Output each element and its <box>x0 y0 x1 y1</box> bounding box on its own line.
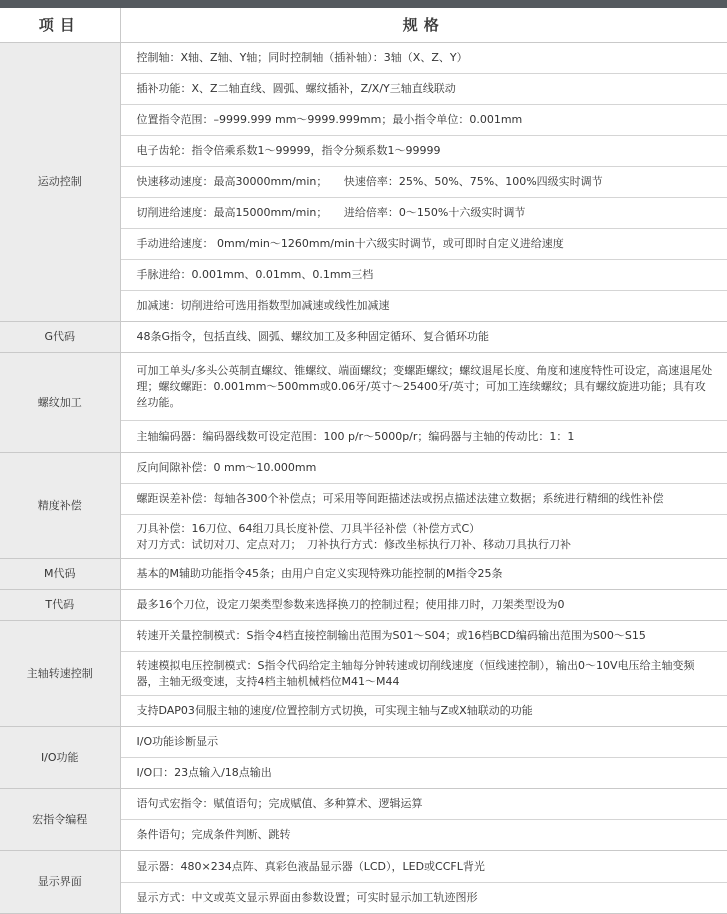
spec-value-cell: 转速开关量控制模式：S指令4档直接控制输出范围为S01～S04；或16档BCD编码输出范围为S00～S15 <box>120 621 727 652</box>
spec-value-cell: 手动进给速度： 0mm/min～1260mm/min十六级实时调节，或可即时自定义进给速度 <box>120 229 727 260</box>
spec-value-cell: 主轴编码器：编码器线数可设定范围：100 p/r～5000p/r；编码器与主轴的传动比：1：1 <box>120 421 727 453</box>
spec-value-cell: 插补功能：X、Z二轴直线、圆弧、螺纹插补，Z/X/Y三轴直线联动 <box>120 74 727 105</box>
spec-value-cell: 快速移动速度：最高30000mm/min； 快速倍率：25%、50%、75%、100%四级实时调节 <box>120 167 727 198</box>
spec-value-cell: I/O功能诊断显示 <box>120 727 727 758</box>
spec-value-cell: 位置指令范围：–9999.999 mm～9999.999mm；最小指令单位：0.001mm <box>120 105 727 136</box>
category-cell-io: I/O功能 <box>0 727 120 789</box>
header-item: 项目 <box>0 8 120 43</box>
spec-value-line: 对刀方式：试切对刀、定点对刀； 刀补执行方式：修改坐标执行刀补、移动刀具执行刀补 <box>136 537 571 551</box>
spec-value-cell: 反向间隙补偿：0 mm～10.000mm <box>120 453 727 484</box>
spec-row <box>0 559 727 590</box>
spec-value-cell: 支持DAP03伺服主轴的速度/位置控制方式切换，可实现主轴与Z或X轴联动的功能 <box>120 696 727 727</box>
spec-value-cell <box>120 515 727 559</box>
spec-value-cell: 最多16个刀位，设定刀架类型参数来选择换刀的控制过程；使用排刀时，刀架类型设为0 <box>120 590 727 621</box>
category-cell-gcode: G代码 <box>0 322 120 353</box>
spec-value-cell: 48条G指令，包括直线、圆弧、螺纹加工及多种固定循环、复合循环功能 <box>120 322 727 353</box>
spec-value-cell: 条件语句；完成条件判断、跳转 <box>120 820 727 851</box>
spec-row <box>0 789 727 820</box>
top-bar <box>0 0 727 8</box>
spec-value-cell: 语句式宏指令：赋值语句；完成赋值、多种算术、逻辑运算 <box>120 789 727 820</box>
spec-table <box>0 8 727 914</box>
spec-value-cell: 加减速：切削进给可选用指数型加减速或线性加减速 <box>120 291 727 322</box>
spec-row <box>0 353 727 421</box>
spec-row <box>0 322 727 353</box>
spec-value-cell: 显示器：480×234点阵、真彩色液晶显示器（LCD），LED或CCFL背光 <box>120 851 727 883</box>
category-cell-mcode: M代码 <box>0 559 120 590</box>
category-cell-display: 显示界面 <box>0 851 120 914</box>
spec-value-line: 刀具补偿：16刀位、64组刀具长度补偿、刀具半径补偿（补偿方式C） <box>136 521 481 535</box>
spec-row <box>0 590 727 621</box>
category-cell-spindle: 主轴转速控制 <box>0 621 120 727</box>
spec-row <box>0 851 727 883</box>
spec-value-cell: 手脉进给：0.001mm、0.01mm、0.1mm三档 <box>120 260 727 291</box>
spec-value-cell: 电子齿轮：指令倍乘系数1～99999，指令分频系数1～99999 <box>120 136 727 167</box>
spec-value-cell: 转速模拟电压控制模式：S指令代码给定主轴每分钟转速或切削线速度（恒线速控制），输出0～10V电压给主轴变频器，主轴无级变速，支持4档主轴机械档位M41～M44 <box>120 652 727 696</box>
spec-value-cell: 切削进给速度：最高15000mm/min； 进给倍率：0～150%十六级实时调节 <box>120 198 727 229</box>
spec-row <box>0 621 727 652</box>
spec-value-cell: 螺距误差补偿：每轴各300个补偿点；可采用等间距描述法或拐点描述法建立数据；系统进行精细的线性补偿 <box>120 484 727 515</box>
spec-value-cell: 基本的M辅助功能指令45条；由用户自定义实现特殊功能控制的M指令25条 <box>120 559 727 590</box>
spec-value-cell: 显示方式：中文或英文显示界面由参数设置；可实时显示加工轨迹图形 <box>120 883 727 914</box>
spec-row <box>0 453 727 484</box>
category-cell-thread: 螺纹加工 <box>0 353 120 453</box>
category-cell-macro: 宏指令编程 <box>0 789 120 851</box>
category-cell-motion: 运动控制 <box>0 43 120 322</box>
spec-body <box>0 43 727 914</box>
spec-row <box>0 43 727 74</box>
spec-value-cell: 可加工单头/多头公英制直螺纹、锥螺纹、端面螺纹；变螺距螺纹；螺纹退尾长度、角度和速度特性可设定，高速退尾处理；螺纹螺距：0.001mm～500mm或0.06牙/英寸～25400牙/英寸；可加工连续螺纹；具有螺纹旋进功能；具有攻丝功能。 <box>120 353 727 421</box>
header-spec: 规格 <box>120 8 727 43</box>
header-row <box>0 8 727 43</box>
spec-value-cell: I/O口：23点输入/18点输出 <box>120 758 727 789</box>
spec-row <box>0 727 727 758</box>
spec-value-cell: 控制轴：X轴、Z轴、Y轴；同时控制轴（插补轴）：3轴（X、Z、Y） <box>120 43 727 74</box>
category-cell-compensation: 精度补偿 <box>0 453 120 559</box>
category-cell-tcode: T代码 <box>0 590 120 621</box>
